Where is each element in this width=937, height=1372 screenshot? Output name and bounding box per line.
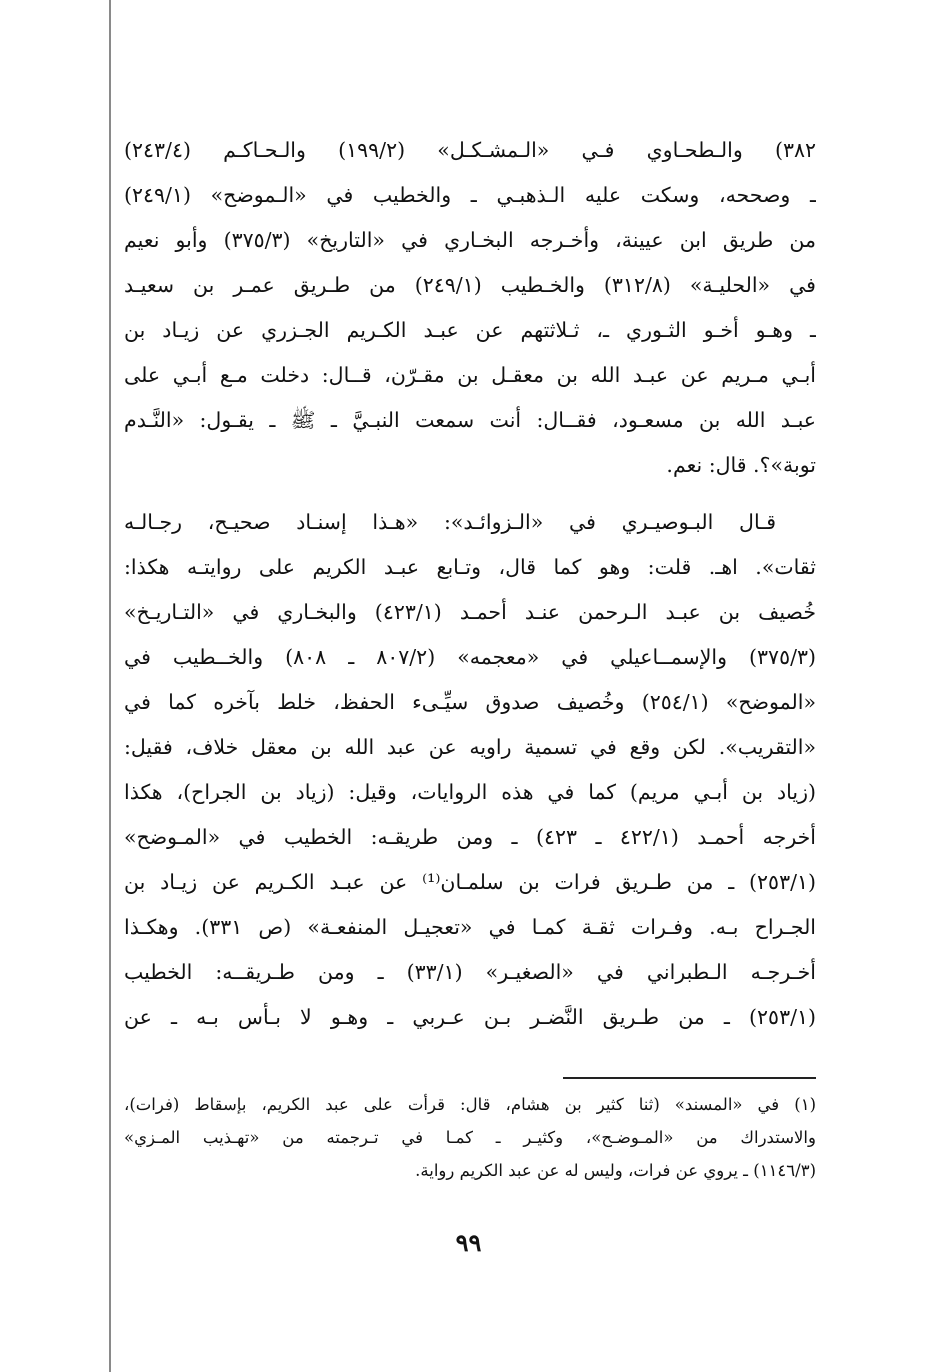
footnote	[124, 1088, 816, 1187]
text-line: عبـد الله بن مسعـود، فقــال: أنت سمعت النبـيَّ ـ ﷺ ـ يقـول: «النَّـدم	[124, 408, 816, 432]
text-line: خُصيف بن عبـد الـرحمن عنـد أحمـد (٤٢٣/١) والبخـاري في «التـاريـخ»	[124, 600, 816, 624]
text-line: ـ وهـو أخـو الثـوري ـ، ثـلاثتهم عن عبـد الكـريم الجـزري عن زيـاد بن	[124, 318, 816, 342]
footnote-separator	[563, 1077, 816, 1079]
text-line: ثقات». اهـ. قلت: وهو كما قال، وتـابع عبـد الكريم على روايتـه هكذا:	[124, 555, 816, 579]
text-line: «الموضح» (٢٥٤/١) وخُصيف صدوق سيِّـىء الحفظ، خلط بآخره كما في	[124, 690, 816, 714]
footnote-line: (١) في «المسند» (ثنا كثير بن هشام، قال: قرأت على عبد الكريم، بإسقاط (فرات)،	[124, 1095, 816, 1114]
text-line: في «الحليـة» (٣١٢/٨) والخـطيب (٢٤٩/١) من طـريق عمـر بن سعيـد	[124, 273, 816, 297]
text-line: أبـي مـريم عن عبـد الله بن معقـل بن مقـرّن، قــال: دخلت مـع أبـي على	[124, 363, 816, 387]
page-number: ٩٩	[455, 1228, 482, 1257]
footnote-line: والاستدراك من «المـوضـح»، وكثيـر ـ كمـا في تـرجمته من «تهـذيب المـزي»	[124, 1128, 816, 1147]
text-line: أخرجه أحمـد (٤٢٢/١ ـ ٤٢٣) ـ ومن طريقـه: الخطيب في «المـوضح»	[124, 825, 816, 849]
text-line: من طريق ابن عيينة، وأخـرجه البخـاري في «التاريخ» (٣٧٥/٣) وأبو نعيم	[124, 228, 816, 252]
text-line: ـ وصححه، وسكت عليه الـذهبـي ـ والخطيب في «الـموضح» (٢٤٩/١)	[124, 183, 816, 207]
text-line: «التقريب». لكن وقع في تسمية راويه عن عبد الله بن معقل خلاف، فقيل:	[124, 735, 816, 759]
text-line: توبة»؟. قال: نعم.	[666, 453, 816, 477]
paragraph-2	[124, 500, 816, 1040]
text-line: الجـراح بـه. وفـرات ثقـة كمـا في «تعجيـل المنفعـة» (ص ٣٣١). وهكـذا	[124, 915, 816, 939]
text-line: أخـرجـه الـطبراني في «الصغيـر» (٣٣/١) ـ ومن طـريقــه: الخطيب	[124, 960, 816, 984]
text-line: ٣٨٢) والـطحـاوي فـي «الـمشـكـل» (١٩٩/٢) والـحـاكـم (٢٤٣/٤)	[124, 138, 816, 162]
text-line: (٣٧٥/٣) والإسمــاعيلي في «معجمه» (٨٠٧/٢ ـ ٨٠٨) والخــطيب في	[124, 645, 816, 669]
text-line: قـال البـوصيـري في «الـزوائـد»: «هـذا إسنـاد صحيـح، رجـالـه	[124, 510, 776, 534]
footnote-line: (١١٤٦/٣) ـ يروي عن فرات، وليس له عن عبد الكريم رواية.	[415, 1161, 816, 1180]
text-line: (٢٥٣/١) ـ من طـريق النَّضـر بـن عـربي ـ وهـو لا بـأس بـه ـ عن	[124, 1005, 816, 1029]
text-line: (٢٥٣/١) ـ من طـريق فرات بن سلمـان⁽¹⁾ عن عبـد الكـريم عن زيـاد بن	[124, 870, 816, 894]
paragraph-1	[124, 128, 816, 488]
page-gutter-line	[109, 0, 111, 1372]
text-line: (زياد بن أبـي مريم) كما في هذه الروايات، وقيل: (زياد بن الجراح)، هكذا	[124, 780, 816, 804]
